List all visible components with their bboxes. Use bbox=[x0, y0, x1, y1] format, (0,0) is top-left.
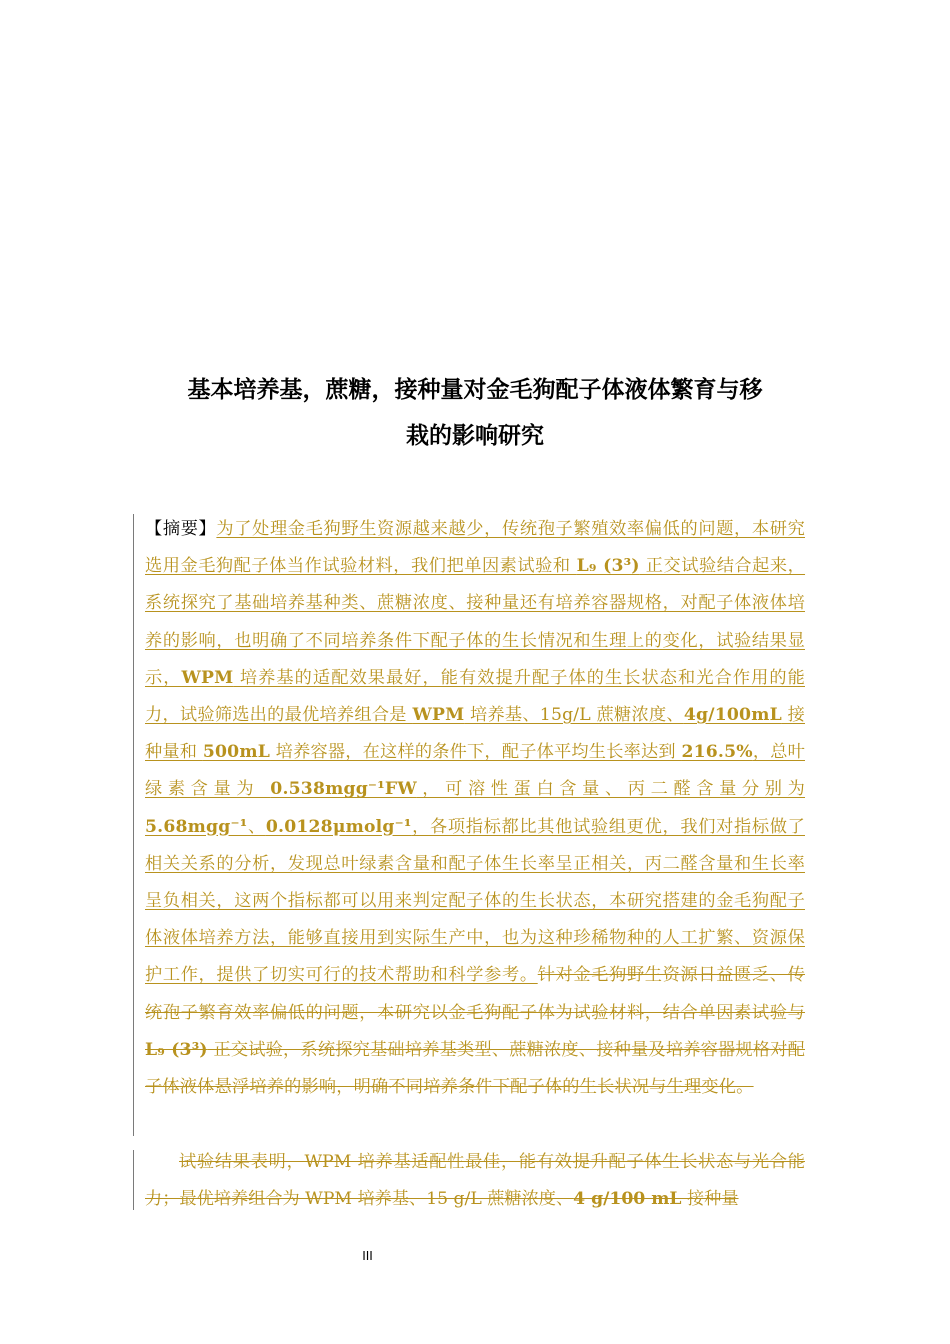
abstract-paragraph bbox=[145, 511, 805, 1106]
inserted-text: 培养容器，在这样的条件下，配子体平均生长率达到 bbox=[270, 742, 682, 763]
deleted-text: 接种量 bbox=[681, 1189, 739, 1210]
inserted-text: 5.68mgg⁻¹ bbox=[145, 816, 248, 837]
inserted-text: 为了处理金毛狗野生资源越来越少，传统孢子繁殖效率偏低的问题，本研究选用金毛狗配子体当作试验材料，我们把单因素试验和 bbox=[145, 519, 805, 577]
inserted-text: 216.5% bbox=[681, 742, 753, 763]
inserted-text: 培养基、15g/L 蔗糖浓度、 bbox=[464, 705, 684, 726]
deleted-text: 4 g/100 mL bbox=[573, 1189, 682, 1210]
inserted-text: 、 bbox=[247, 816, 266, 837]
inserted-text: 500mL bbox=[202, 742, 271, 763]
revision-change-bar bbox=[133, 1150, 134, 1210]
inserted-text: 正交试验结合起来，系统探究了基础培养基种类、蔗糖浓度、接种量还有培养容器规格，对配子体液体培养的影响，也明确了不同培养条件下配子体的生长情况和生理上的变化，试验结果显示， bbox=[145, 556, 806, 688]
deleted-text: 试验结果表明，WPM 培养基适配性最佳，能有效提升配子体生长状态与光合能力；最优培养组合为 WPM 培养基、15 g/L 蔗糖浓度、 bbox=[145, 1152, 805, 1210]
inserted-text: ，可溶性蛋白含量、丙二醛含量分别为 bbox=[416, 779, 805, 800]
deleted-text: 正交试验，系统探究基础培养基类型、蔗糖浓度、接种量及培养容器规格对配子体液体悬浮培养的影响，明确不同培养条件下配子体的生长状况与生理变化。 bbox=[145, 1039, 806, 1098]
document-title bbox=[0, 367, 950, 459]
title-line-1: 基本培养基，蔗糖，接种量对金毛狗配子体液体繁育与移 bbox=[187, 377, 763, 403]
title-line-2: 栽的影响研究 bbox=[406, 423, 544, 449]
inserted-text: WPM bbox=[412, 705, 465, 726]
deleted-paragraph bbox=[145, 1144, 805, 1218]
inserted-text: L₉ (3³) bbox=[576, 556, 640, 577]
revision-change-bar bbox=[133, 514, 134, 1136]
inserted-text: 0.538mgg⁻¹FW bbox=[270, 779, 417, 800]
inserted-text: WPM bbox=[181, 667, 234, 688]
abstract-label: 【摘要】 bbox=[145, 519, 217, 539]
inserted-text: 培养基的适配效果最好，能有效提升配子体的生长状态和光合作用的能力，试验筛选出的最优培养组合是 bbox=[145, 667, 805, 726]
inserted-text: ，各项指标都比其他试验组更优，我们对指标做了相关关系的分析，发现总叶绿素含量和配子体生长率呈正相关，丙二醛含量和生长率呈负相关，这两个指标都可以用来判定配子体的生长状态，本研究搭建的金毛狗配子体液体培养方法，能够直接用到实际生产中，也为这种珍稀物种的人工扩繁、资源保护工作，提供了切实可行的技术帮助和科学参考。 bbox=[145, 816, 805, 986]
deleted-text: 针对金毛狗野生资源日益匮乏、传统孢子繁育效率偏低的问题，本研究以金毛狗配子体为试验材料，结合单因素试验与 bbox=[145, 965, 805, 1023]
inserted-text: 0.0128μmolg⁻¹ bbox=[265, 816, 412, 837]
inserted-text: ，总叶绿素含量为 bbox=[145, 742, 805, 800]
inserted-text: 接种量和 bbox=[145, 705, 805, 763]
deleted-text: L₉ (3³) bbox=[145, 1039, 208, 1060]
inserted-text: 4g/100mL bbox=[683, 705, 782, 726]
page-number: III bbox=[362, 1249, 373, 1263]
